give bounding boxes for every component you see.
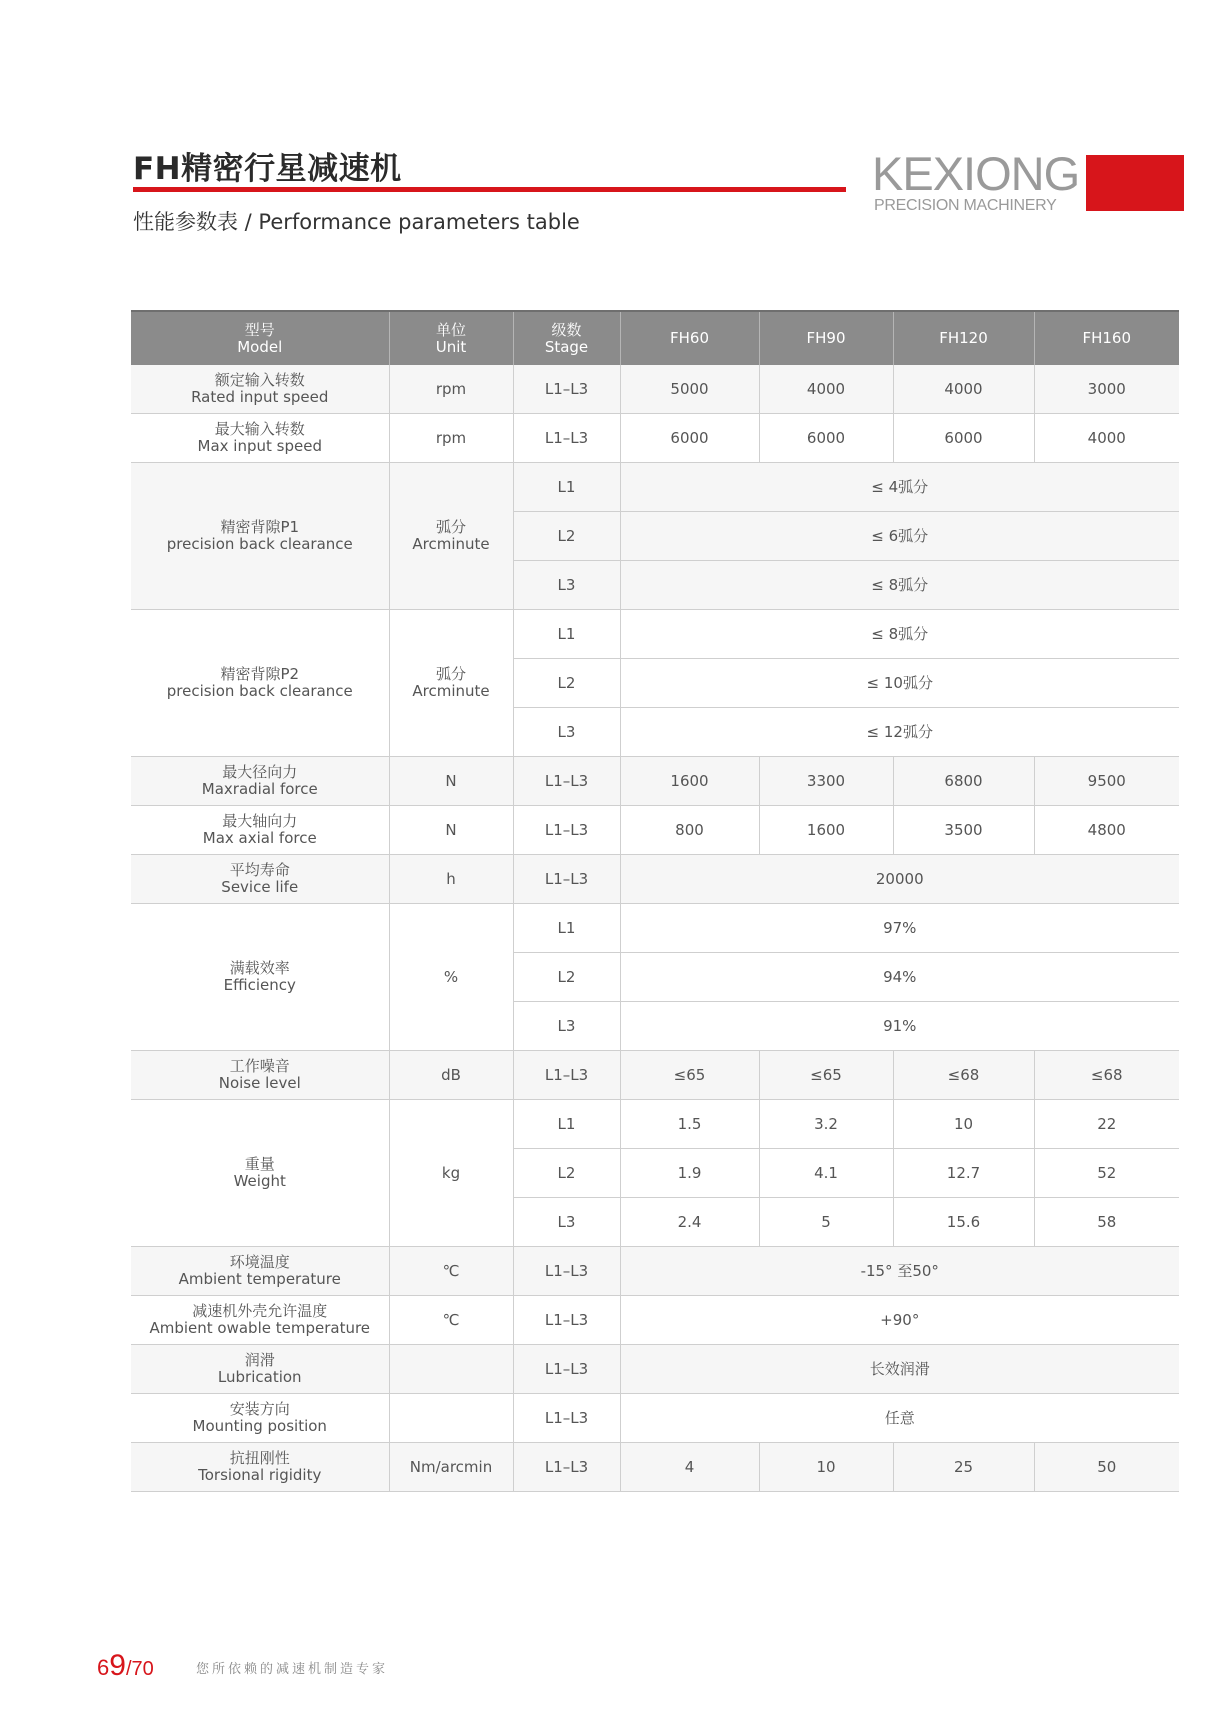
merged-value-cell: 任意 [620,1394,1179,1443]
value-cell: 4000 [893,365,1034,414]
stage-cell: L1–L3 [513,806,620,855]
unit-cell: % [389,904,513,1051]
value-cell: 4000 [759,365,893,414]
value-cell: 50 [1034,1443,1179,1492]
table-row [131,806,1179,855]
value-cell: 10 [893,1100,1034,1149]
header-fh120: FH120 [893,311,1034,365]
stage-cell: L3 [513,1198,620,1247]
value-cell: 2.4 [620,1198,759,1247]
merged-value-cell: 94% [620,953,1179,1002]
brand-tagline: PRECISION MACHINERY [874,197,1057,214]
header-fh90: FH90 [759,311,893,365]
title-underline [133,187,846,192]
table-row [131,1247,1179,1296]
unit-cell: kg [389,1100,513,1247]
table-row [131,1296,1179,1345]
param-label: 满载效率 Efficiency [131,904,389,1051]
unit-cell: rpm [389,414,513,463]
value-cell: 4800 [1034,806,1179,855]
stage-cell: L1–L3 [513,365,620,414]
merged-value-cell: ≤ 4弧分 [620,463,1179,512]
stage-cell: L1 [513,463,620,512]
unit-cell: ℃ [389,1296,513,1345]
merged-value-cell: ≤ 8弧分 [620,610,1179,659]
header-fh60: FH60 [620,311,759,365]
unit-cell: ℃ [389,1247,513,1296]
table-row [131,414,1179,463]
merged-value-cell: -15° 至50° [620,1247,1179,1296]
stage-cell: L1–L3 [513,855,620,904]
unit-cell: dB [389,1051,513,1100]
value-cell: 4.1 [759,1149,893,1198]
value-cell: 1.5 [620,1100,759,1149]
value-cell: 9500 [1034,757,1179,806]
unit-cell: N [389,757,513,806]
stage-cell: L3 [513,708,620,757]
param-label: 精密背隙P1 precision back clearance [131,463,389,610]
header-stage: 级数 Stage [513,311,620,365]
param-label: 最大输入转数 Max input speed [131,414,389,463]
param-label: 减速机外壳允许温度 Ambient owable temperature [131,1296,389,1345]
page-title: FH精密行星减速机 [133,151,402,187]
merged-value-cell: 97% [620,904,1179,953]
table-row [131,757,1179,806]
param-label: 重量 Weight [131,1100,389,1247]
table-row [131,1345,1179,1394]
value-cell: 3300 [759,757,893,806]
table-row [131,1051,1179,1100]
value-cell: ≤65 [759,1051,893,1100]
table-row [131,1100,1179,1149]
value-cell: 1600 [759,806,893,855]
stage-cell: L1–L3 [513,1345,620,1394]
table-row [131,463,1179,512]
value-cell: 12.7 [893,1149,1034,1198]
stage-cell: L3 [513,1002,620,1051]
merged-value-cell: ≤ 8弧分 [620,561,1179,610]
stage-cell: L1–L3 [513,414,620,463]
value-cell: 3.2 [759,1100,893,1149]
value-cell: 6000 [893,414,1034,463]
stage-cell: L1 [513,904,620,953]
value-cell: 4000 [1034,414,1179,463]
header-unit: 单位 Unit [389,311,513,365]
param-label: 工作噪音 Noise level [131,1051,389,1100]
stage-cell: L2 [513,659,620,708]
table-row [131,855,1179,904]
stage-cell: L2 [513,512,620,561]
page-number: 69/70 [97,1649,154,1682]
unit-cell [389,1394,513,1443]
table-row [131,610,1179,659]
value-cell: 5000 [620,365,759,414]
stage-cell: L1–L3 [513,1296,620,1345]
param-label: 平均寿命 Sevice life [131,855,389,904]
merged-value-cell: +90° [620,1296,1179,1345]
value-cell: 5 [759,1198,893,1247]
value-cell: 52 [1034,1149,1179,1198]
merged-value-cell: 20000 [620,855,1179,904]
stage-cell: L1–L3 [513,1443,620,1492]
stage-cell: L3 [513,561,620,610]
unit-cell [389,1345,513,1394]
param-label: 环境温度 Ambient temperature [131,1247,389,1296]
table-row [131,365,1179,414]
unit-cell: Nm/arcmin [389,1443,513,1492]
merged-value-cell: 长效润滑 [620,1345,1179,1394]
unit-cell: 弧分 Arcminute [389,463,513,610]
stage-cell: L1–L3 [513,1247,620,1296]
value-cell: 6000 [759,414,893,463]
unit-cell: rpm [389,365,513,414]
performance-table [131,310,1179,1492]
value-cell: 6000 [620,414,759,463]
value-cell: 1.9 [620,1149,759,1198]
brand-red-block [1086,155,1184,211]
unit-cell: N [389,806,513,855]
value-cell: 3000 [1034,365,1179,414]
stage-cell: L2 [513,1149,620,1198]
merged-value-cell: ≤ 10弧分 [620,659,1179,708]
stage-cell: L1–L3 [513,757,620,806]
param-label: 最大径向力 Maxradial force [131,757,389,806]
value-cell: 1600 [620,757,759,806]
value-cell: 3500 [893,806,1034,855]
table-header-row [131,311,1179,365]
param-label: 安装方向 Mounting position [131,1394,389,1443]
param-label: 最大轴向力 Max axial force [131,806,389,855]
value-cell: 800 [620,806,759,855]
stage-cell: L1–L3 [513,1051,620,1100]
page-subtitle: 性能参数表 / Performance parameters table [133,210,580,234]
stage-cell: L1 [513,610,620,659]
table-row [131,1443,1179,1492]
value-cell: 58 [1034,1198,1179,1247]
header-model: 型号 Model [131,311,389,365]
value-cell: 15.6 [893,1198,1034,1247]
param-label: 精密背隙P2 precision back clearance [131,610,389,757]
param-label: 额定输入转数 Rated input speed [131,365,389,414]
value-cell: 25 [893,1443,1034,1492]
param-label: 抗扭刚性 Torsional rigidity [131,1443,389,1492]
table-row [131,904,1179,953]
footer-slogan: 您所依赖的减速机制造专家 [196,1662,389,1677]
value-cell: ≤68 [1034,1051,1179,1100]
param-label: 润滑 Lubrication [131,1345,389,1394]
value-cell: ≤68 [893,1051,1034,1100]
stage-cell: L1 [513,1100,620,1149]
merged-value-cell: ≤ 12弧分 [620,708,1179,757]
stage-cell: L1–L3 [513,1394,620,1443]
merged-value-cell: 91% [620,1002,1179,1051]
unit-cell: h [389,855,513,904]
stage-cell: L2 [513,953,620,1002]
merged-value-cell: ≤ 6弧分 [620,512,1179,561]
value-cell: 22 [1034,1100,1179,1149]
value-cell: 10 [759,1443,893,1492]
table-row [131,1394,1179,1443]
brand-logo-text: KEXIONG [872,147,1080,200]
value-cell: ≤65 [620,1051,759,1100]
value-cell: 6800 [893,757,1034,806]
unit-cell: 弧分 Arcminute [389,610,513,757]
header-fh160: FH160 [1034,311,1179,365]
value-cell: 4 [620,1443,759,1492]
